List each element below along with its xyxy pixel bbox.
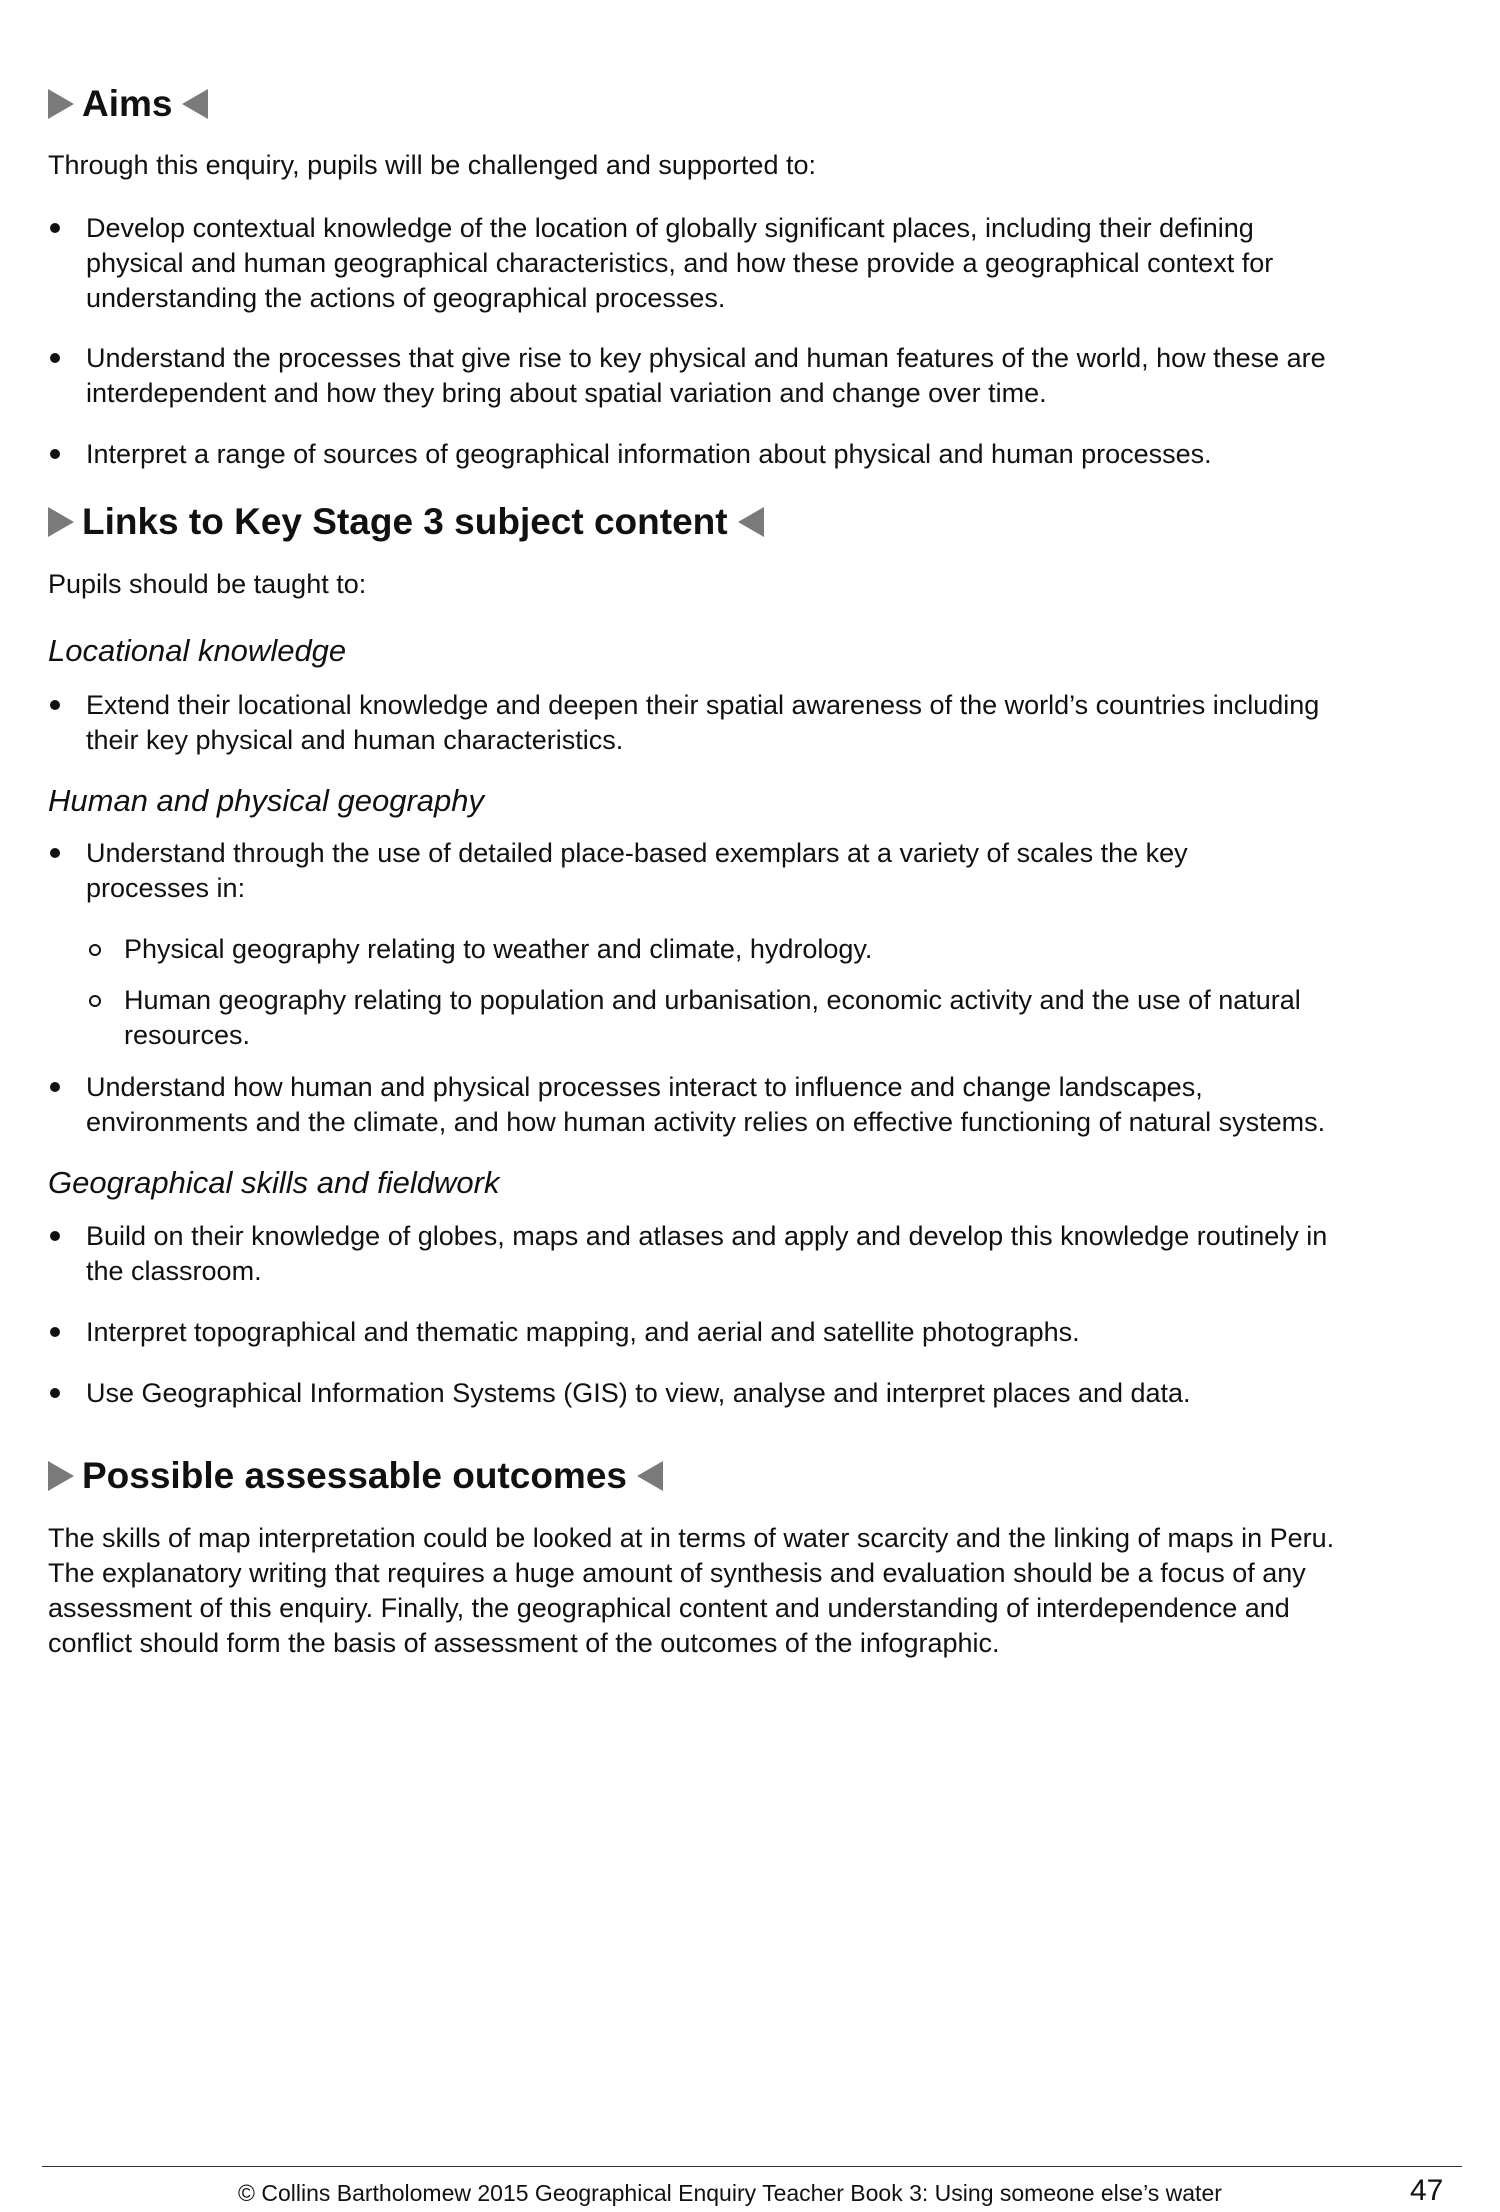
list-item-line: processes in:	[86, 873, 246, 903]
list-item-line: understanding the actions of geographical processes.	[86, 283, 726, 313]
list-item-line: the classroom.	[86, 1256, 262, 1286]
sub-list-item	[124, 983, 1301, 1053]
list-item	[86, 688, 1319, 758]
list-item	[86, 341, 1326, 411]
list-item	[86, 1070, 1325, 1140]
list-item	[86, 1376, 1191, 1411]
list-item	[86, 836, 1188, 906]
aims-heading-text: Aims	[82, 83, 173, 124]
sub-list-item	[124, 932, 872, 967]
list-item-line: Understand the processes that give rise to key physical and human features of the world, how these are	[86, 343, 1326, 373]
arrow-right-icon	[48, 507, 74, 537]
list-item-line: Use Geographical Information Systems (GIS) to view, analyse and interpret places and data.	[86, 1378, 1191, 1408]
paragraph-line: The explanatory writing that requires a huge amount of synthesis and evaluation should be a focus of any	[48, 1558, 1306, 1588]
outcomes-heading-text: Possible assessable outcomes	[82, 1455, 627, 1496]
outcomes-heading	[48, 1454, 663, 1498]
skills-subheading: Geographical skills and fieldwork	[48, 1165, 500, 1200]
aims-intro: Through this enquiry, pupils will be challenged and supported to:	[48, 150, 816, 180]
bullet-icon	[48, 1070, 72, 1105]
links-intro: Pupils should be taught to:	[48, 569, 367, 599]
list-item-line: Extend their locational knowledge and deepen their spatial awareness of the world’s countries including	[86, 690, 1320, 720]
list-item	[86, 1315, 1080, 1350]
paragraph-line: The skills of map interpretation could be looked at in terms of water scarcity and the linking of maps in Peru.	[48, 1523, 1335, 1553]
locational-subheading: Locational knowledge	[48, 633, 347, 668]
list-item-line: interdependent and how they bring about spatial variation and change over time.	[86, 378, 1047, 408]
list-item-line: physical and human geographical characteristics, and how these provide a geographical context for	[86, 248, 1274, 278]
list-item-line: Interpret a range of sources of geographical information about physical and human processes.	[86, 439, 1212, 469]
human-physical-subheading: Human and physical geography	[48, 783, 484, 818]
arrow-left-icon	[738, 507, 764, 537]
arrow-right-icon	[48, 1461, 74, 1491]
bullet-icon	[48, 341, 72, 376]
bullet-icon	[48, 437, 72, 472]
footer-copyright: © Collins Bartholomew 2015 Geographical Enquiry Teacher Book 3: Using someone else’s water	[238, 2180, 1222, 2206]
bullet-icon	[48, 688, 72, 723]
list-item-line: Physical geography relating to weather and climate, hydrology.	[124, 934, 873, 964]
bullet-icon	[48, 211, 72, 246]
footer-divider	[42, 2166, 1462, 2167]
arrow-right-icon	[48, 89, 74, 119]
arrow-left-icon	[637, 1461, 663, 1491]
paragraph-line: conflict should form the basis of assessment of the outcomes of the infographic.	[48, 1628, 1000, 1658]
paragraph-line: assessment of this enquiry. Finally, the geographical content and understanding of interdependence and	[48, 1593, 1290, 1623]
list-item-line: Human geography relating to population and urbanisation, economic activity and the use of natural	[124, 985, 1301, 1015]
outcomes-paragraph	[48, 1521, 1334, 1661]
bullet-icon	[48, 1315, 72, 1350]
list-item-line: Interpret topographical and thematic mapping, and aerial and satellite photographs.	[86, 1317, 1080, 1347]
list-item-line: Understand how human and physical processes interact to influence and change landscapes,	[86, 1072, 1203, 1102]
arrow-left-icon	[182, 89, 208, 119]
list-item	[86, 1219, 1327, 1289]
bullet-icon	[48, 1219, 72, 1254]
bullet-icon	[48, 836, 72, 871]
circle-bullet-icon	[86, 932, 110, 967]
bullet-icon	[48, 1376, 72, 1411]
list-item-line: resources.	[124, 1020, 251, 1050]
list-item-line: Understand through the use of detailed place-based exemplars at a variety of scales the key	[86, 838, 1188, 868]
list-item	[86, 437, 1212, 472]
list-item-line: their key physical and human characteristics.	[86, 725, 624, 755]
page-number: 47	[1410, 2174, 1444, 2207]
aims-heading	[48, 82, 208, 126]
list-item-line: environments and the climate, and how human activity relies on effective functioning of natural systems.	[86, 1107, 1326, 1137]
list-item-line: Develop contextual knowledge of the location of globally significant places, including their defining	[86, 213, 1254, 243]
list-item-line: Build on their knowledge of globes, maps and atlases and apply and develop this knowledge routinely in	[86, 1221, 1328, 1251]
links-heading-text: Links to Key Stage 3 subject content	[82, 501, 728, 542]
list-item	[86, 211, 1273, 316]
circle-bullet-icon	[86, 983, 110, 1018]
links-heading	[48, 500, 764, 544]
